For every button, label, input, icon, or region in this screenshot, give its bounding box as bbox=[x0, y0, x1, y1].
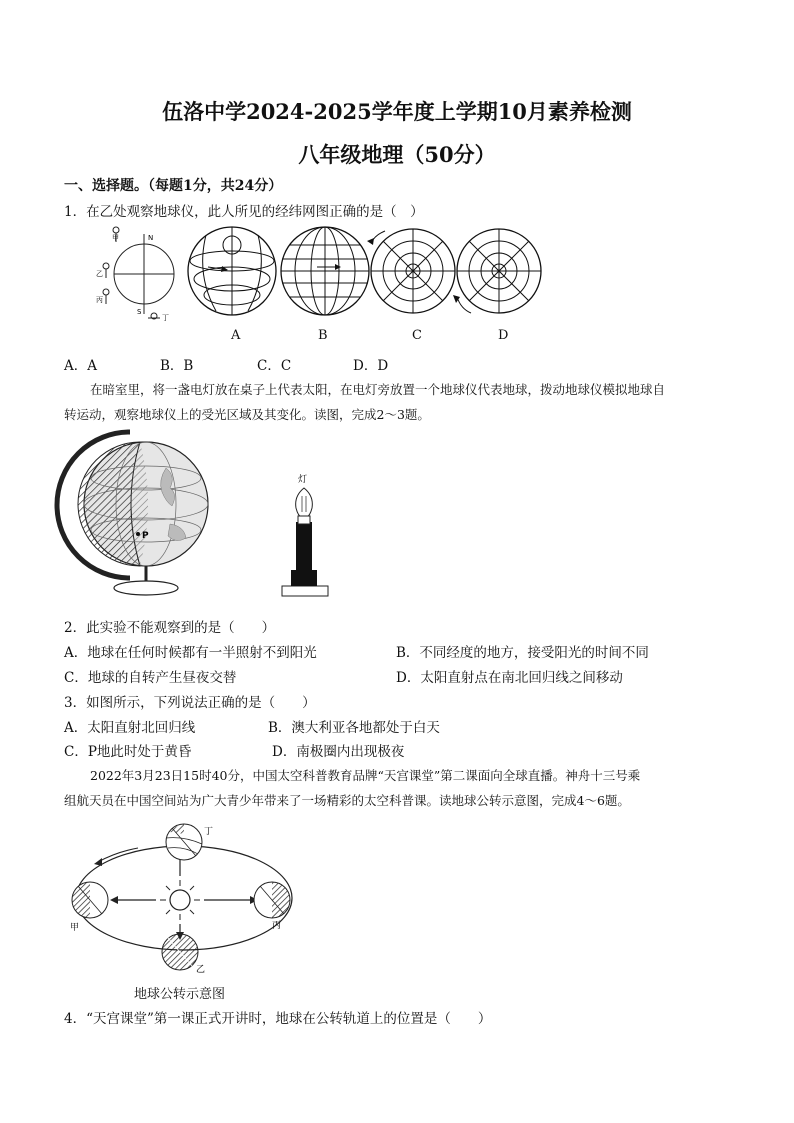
orbit-figure bbox=[64, 814, 304, 974]
label-S: S bbox=[137, 308, 142, 316]
globe-label-D: D bbox=[498, 328, 509, 343]
question-1-stem: 1．在乙处观察地球仪，此人所见的经纬网图正确的是（ ） bbox=[64, 204, 424, 220]
q1-option-D[interactable]: D．D bbox=[353, 358, 389, 374]
q3-option-B[interactable]: B．澳大利亚各地都处于白天 bbox=[268, 720, 440, 736]
q1-option-B[interactable]: B．B bbox=[160, 358, 194, 374]
globe-C bbox=[367, 225, 459, 317]
question-4-stem: 4．“天宫课堂”第一课正式开讲时，地球在公转轨道上的位置是（ ） bbox=[64, 1011, 492, 1027]
globe-label-C: C bbox=[412, 328, 422, 343]
passage-1-line-2: 转运动，观察地球仪上的受光区域及其变化。读图，完成2～3题。 bbox=[64, 407, 430, 422]
label-bing: 丙 bbox=[96, 296, 103, 304]
q2-option-A[interactable]: A．地球在任何时候都有一半照射不到阳光 bbox=[64, 645, 317, 661]
question-3-stem: 3．如图所示，下列说法正确的是（ ） bbox=[64, 695, 316, 711]
question-2-stem: 2．此实验不能观察到的是（ ） bbox=[64, 620, 276, 636]
section-heading: 一、选择题。（每题1分，共24分） bbox=[64, 178, 283, 194]
globe-label-B: B bbox=[318, 328, 328, 343]
label-N: N bbox=[148, 234, 154, 242]
globe-D bbox=[453, 225, 545, 317]
point-P-label: P bbox=[142, 531, 149, 541]
globe-A bbox=[186, 225, 278, 317]
passage-2-line-2: 组航天员在中国空间站为广大青少年带来了一场精彩的太空科普课。读地球公转示意图，完成4～6题。 bbox=[64, 793, 630, 808]
q1-option-C[interactable]: C．C bbox=[257, 358, 292, 374]
q3-option-D[interactable]: D．南极圈内出现极夜 bbox=[272, 744, 405, 760]
q2-option-D[interactable]: D．太阳直射点在南北回归线之间移动 bbox=[396, 670, 623, 686]
q1-option-A[interactable]: A．A bbox=[64, 358, 97, 374]
globe-lamp-figure bbox=[70, 428, 340, 600]
page-subtitle: 八年级地理（50分） bbox=[298, 142, 496, 167]
orbit-label-jia: 甲 bbox=[70, 923, 80, 933]
q3-option-A[interactable]: A．太阳直射北回归线 bbox=[64, 720, 196, 736]
orbit-label-bing: 丙 bbox=[272, 921, 282, 931]
passage-1-line-1: 在暗室里，将一盏电灯放在桌子上代表太阳，在电灯旁放置一个地球仪代表地球，拨动地球仪模拟地球自 bbox=[90, 382, 666, 397]
globe-label-A: A bbox=[231, 328, 241, 343]
orbit-caption: 地球公转示意图 bbox=[134, 987, 226, 1002]
observer-figure bbox=[92, 222, 182, 322]
passage-2-line-1: 2022年3月23日15时40分，中国太空科普教育品牌“天宫课堂”第二课面向全球直播。神舟十三号乘 bbox=[90, 768, 641, 783]
orbit-label-ding: 丁 bbox=[204, 827, 214, 837]
label-yi: 乙 bbox=[96, 270, 103, 278]
label-ding: 丁 bbox=[162, 314, 169, 322]
orbit-label-yi: 乙 bbox=[196, 965, 206, 975]
lamp-label: 灯 bbox=[298, 475, 308, 485]
q3-option-C[interactable]: C．P地此时处于黄昏 bbox=[64, 744, 192, 760]
globe-B bbox=[279, 225, 371, 317]
label-jia: 甲 bbox=[112, 234, 119, 242]
q2-option-C[interactable]: C．地球的自转产生昼夜交替 bbox=[64, 670, 237, 686]
page-title: 伍洛中学2024-2025学年度上学期10月素养检测 bbox=[162, 99, 632, 124]
q2-option-B[interactable]: B．不同经度的地方，接受阳光的时间不同 bbox=[396, 645, 649, 661]
